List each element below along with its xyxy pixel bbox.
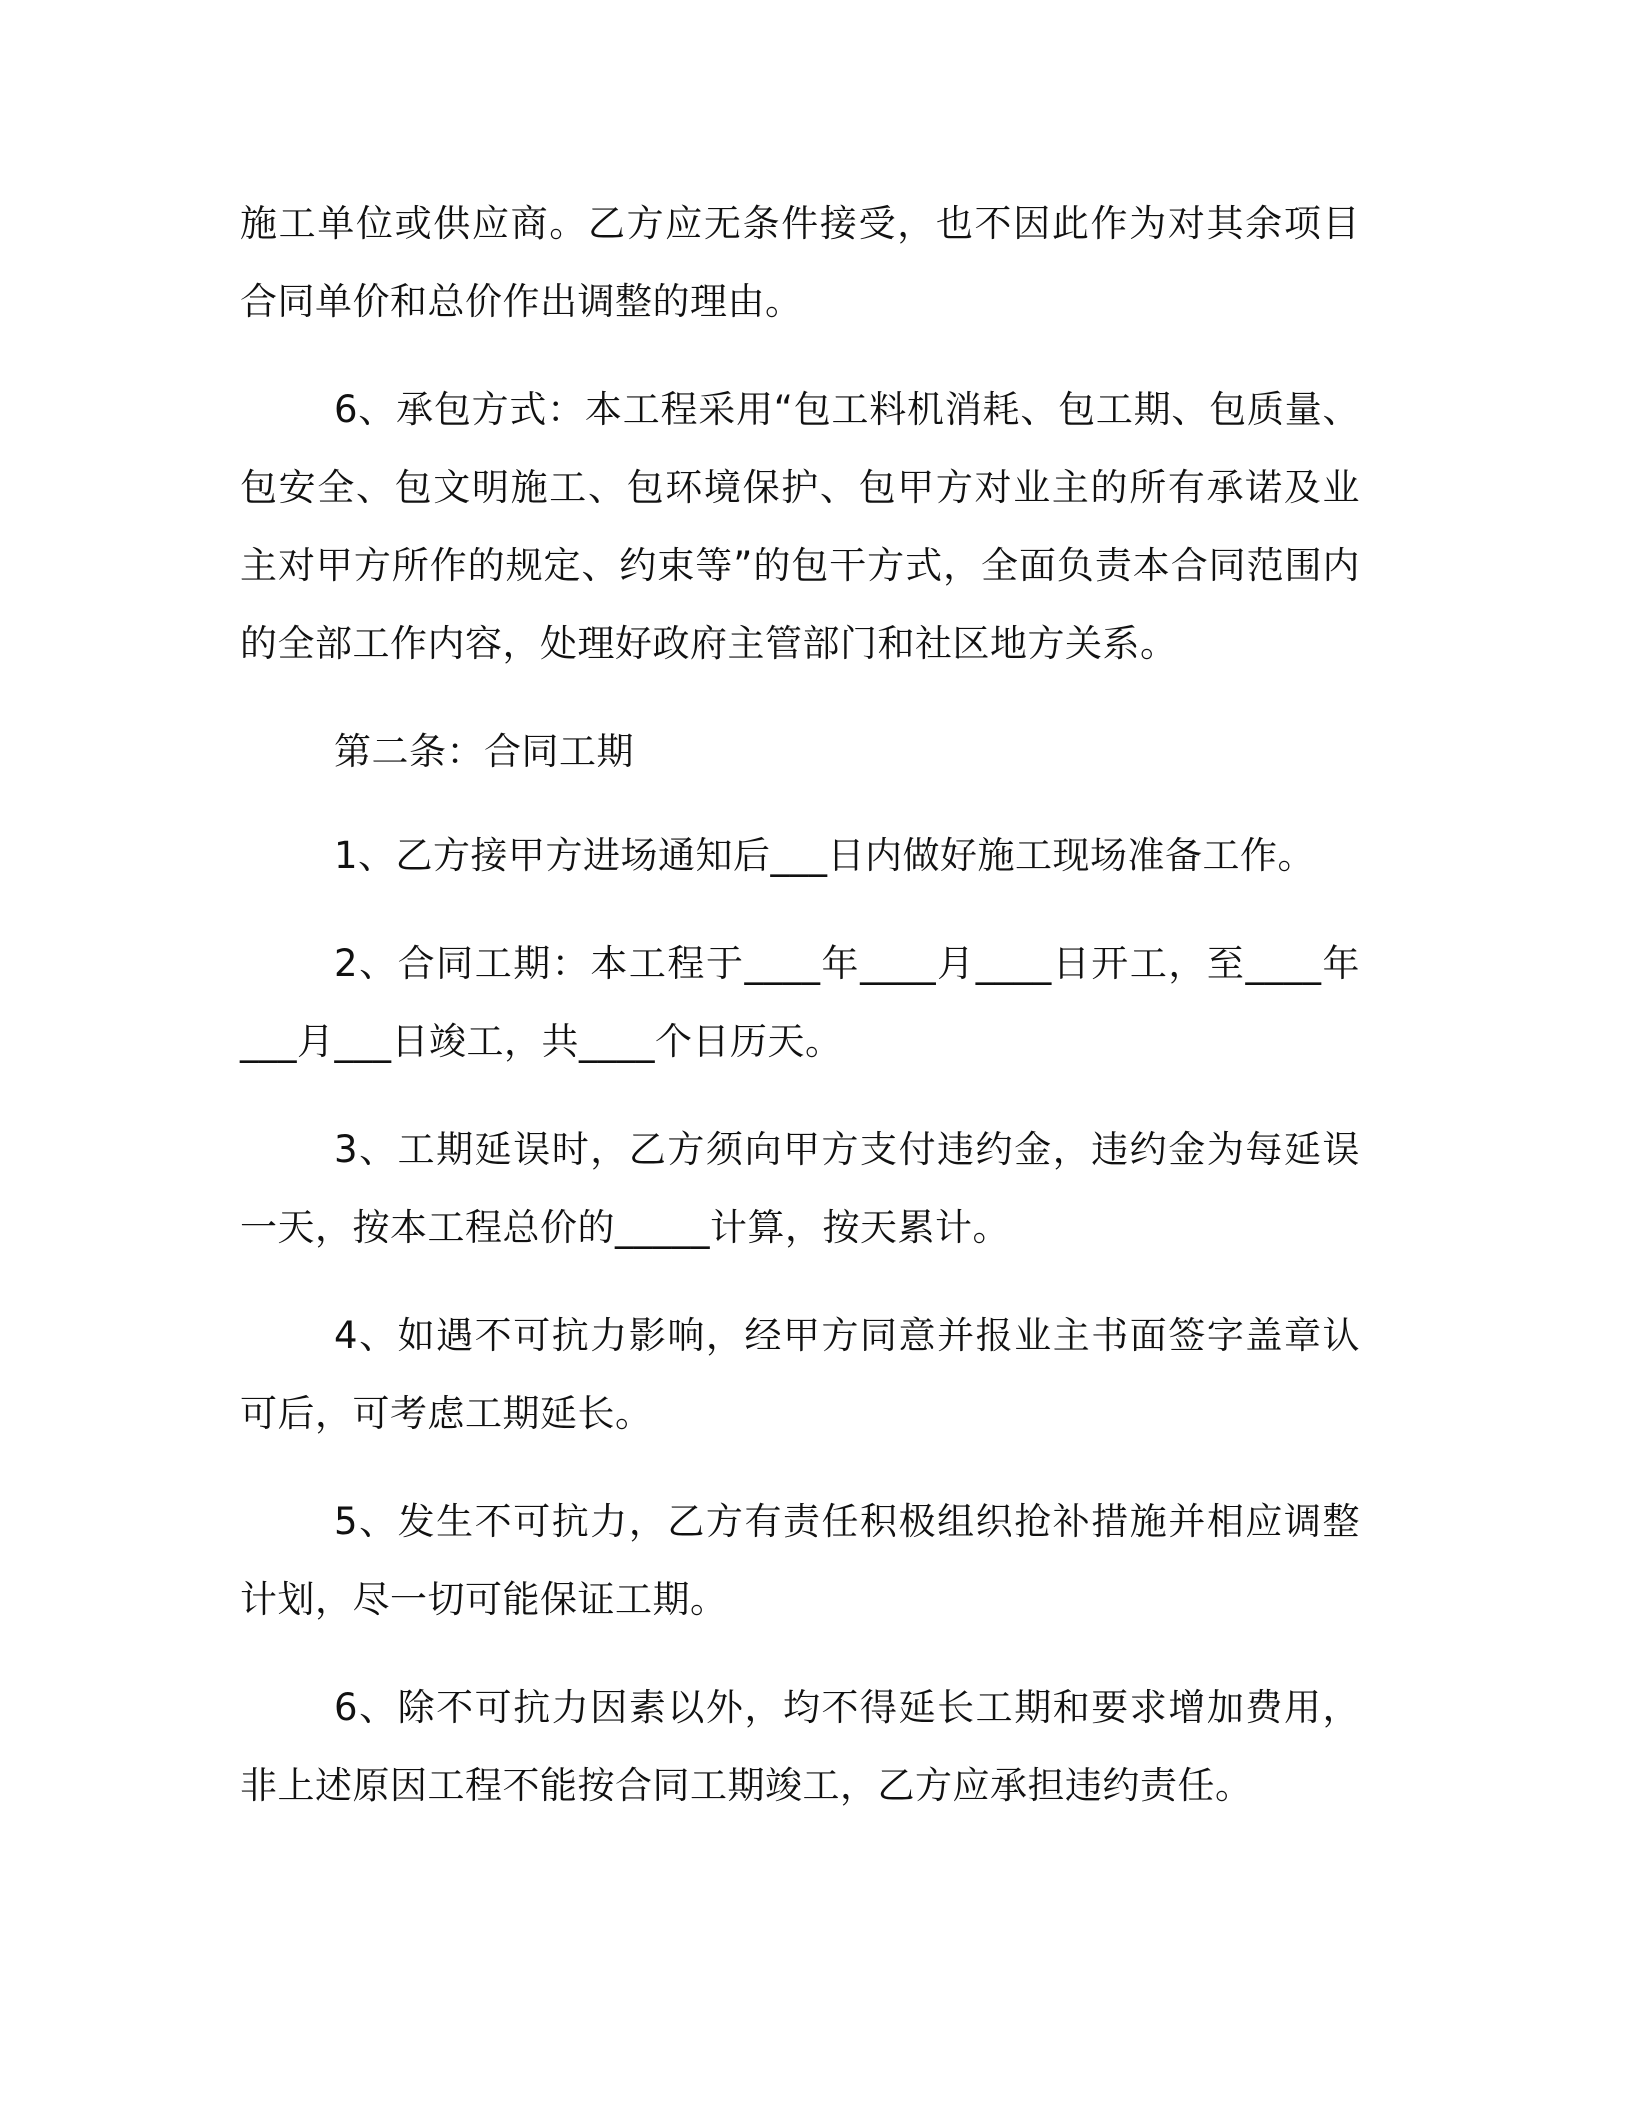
section-heading-article-2: 第二条：合同工期	[334, 730, 634, 773]
paragraph-continuation: 施工单位或供应商。乙方应无条件接受，也不因此作为对其余项目合同单价和总价作出调整的理由。	[240, 202, 1360, 323]
document-page	[240, 185, 1360, 1855]
paragraph-contract-method: 6、承包方式：本工程采用“包工料机消耗、包工期、包质量、包安全、包文明施工、包环境保护、包甲方对业主的所有承诺及业主对甲方所作的规定、约束等”的包干方式，全面负责本合同范围内的全部工作内容，处理好政府主管部门和社区地方关系。	[240, 388, 1360, 665]
paragraph-item-1: 1、乙方接甲方进场通知后___日内做好施工现场准备工作。	[334, 834, 1316, 877]
paragraph-item-4: 4、如遇不可抗力影响，经甲方同意并报业主书面签字盖章认可后，可考虑工期延长。	[240, 1314, 1360, 1435]
paragraph-item-2: 2、合同工期：本工程于____年____月____日开工，至____年___月___日竣工，共____个日历天。	[240, 942, 1360, 1063]
paragraph-item-6: 6、除不可抗力因素以外，均不得延长工期和要求增加费用，非上述原因工程不能按合同工期竣工，乙方应承担违约责任。	[240, 1686, 1360, 1807]
paragraph-item-5: 5、发生不可抗力，乙方有责任积极组织抢补措施并相应调整计划，尽一切可能保证工期。	[240, 1500, 1360, 1621]
paragraph-item-3: 3、工期延误时，乙方须向甲方支付违约金，违约金为每延误一天，按本工程总价的_____计算，按天累计。	[240, 1128, 1360, 1249]
